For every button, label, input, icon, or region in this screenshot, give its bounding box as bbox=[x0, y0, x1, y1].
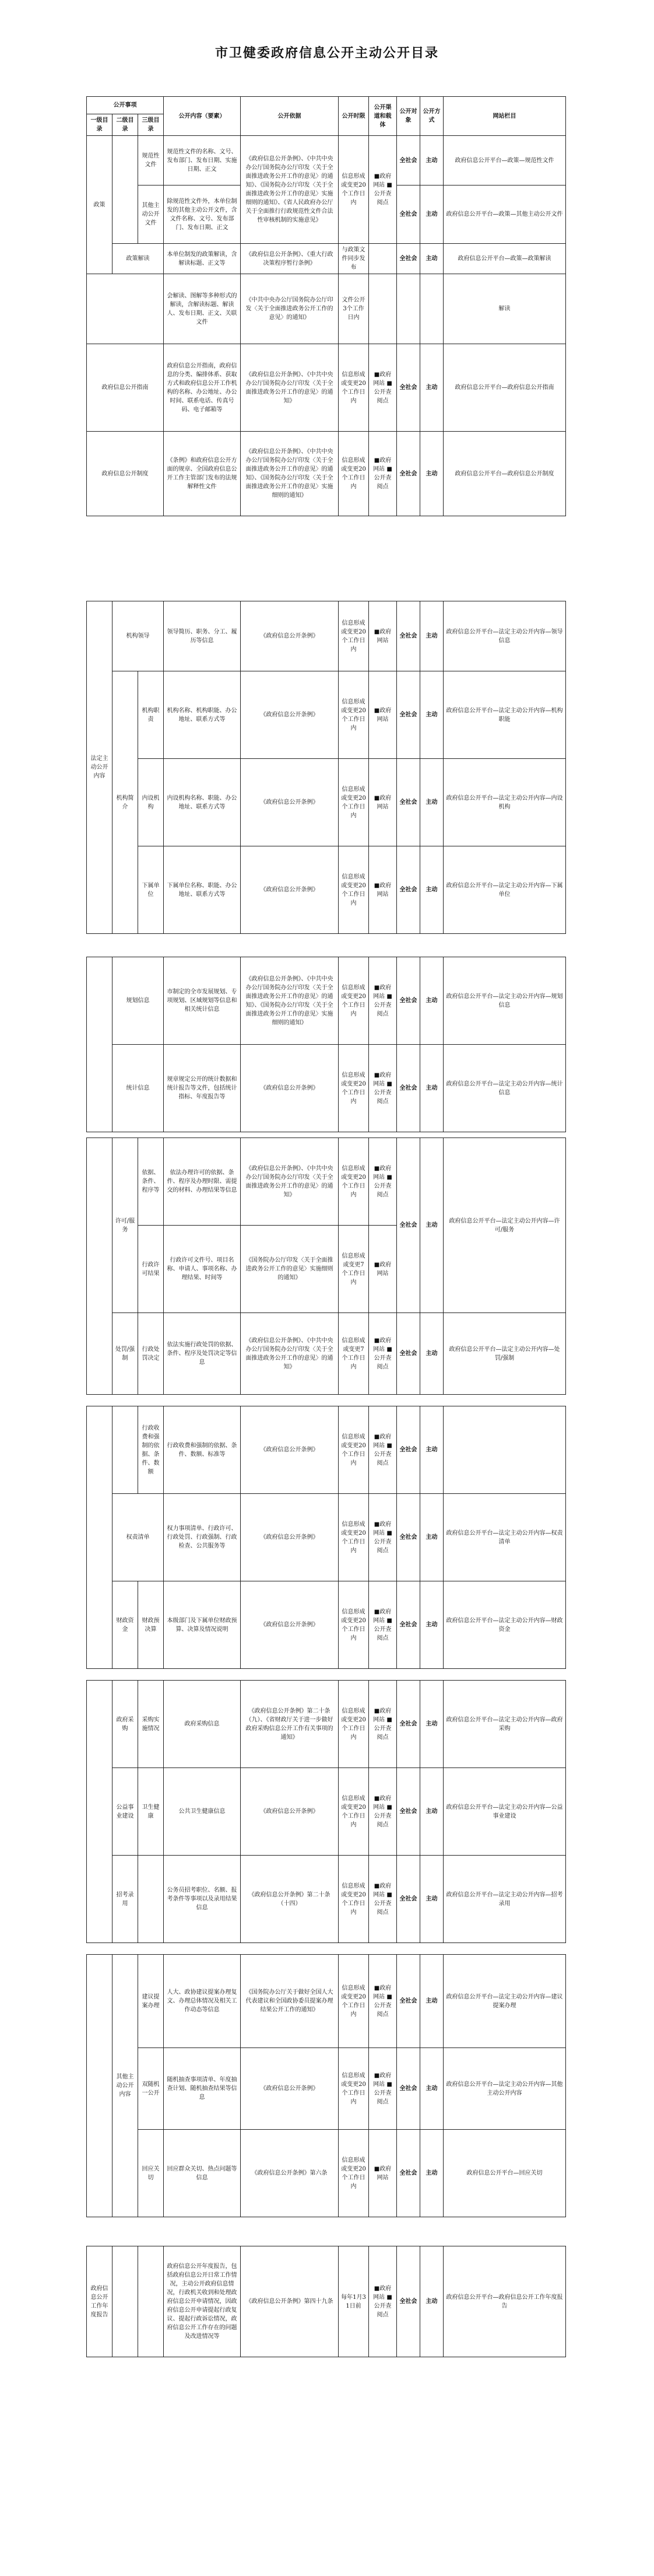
cell-level2: 统计信息 bbox=[112, 1045, 164, 1132]
cell-channel: ■政府网站 ■公开查阅点 bbox=[369, 1313, 397, 1395]
cell-content: 本级部门及下属单位财政预算、决算及情况说明 bbox=[164, 1581, 241, 1669]
cell-channel: ■政府网站 bbox=[369, 1226, 397, 1313]
cell-object: 全社会 bbox=[397, 671, 420, 759]
cell-level3: 其他主动公开文件 bbox=[138, 186, 164, 244]
cell-level2: 机构简介 bbox=[112, 671, 138, 934]
cell-note: 政府信息公开平台—法定主动公开内容—许可/服务 bbox=[444, 1138, 566, 1313]
cell-basis: 《政府信息公开条例》 bbox=[241, 1494, 339, 1581]
cell-basis: 《国务院办公厅印发〈关于全面推进政务公开工作的意见〉实施细则的通知》 bbox=[241, 1226, 339, 1313]
cell-basis: 《政府信息公开条例》 bbox=[241, 1581, 339, 1669]
cell-mode: 主动 bbox=[420, 846, 444, 934]
cell-mode: 主动 bbox=[420, 2130, 444, 2217]
cell-object: 全社会 bbox=[397, 957, 420, 1045]
catalog-table-section-6 bbox=[86, 1680, 566, 1943]
catalog-table-section-3 bbox=[86, 957, 566, 1132]
cell-basis: 《国务院办公厅关于做好全国人大代表建议和全国政协委员提案办理结果公开工作的通知》 bbox=[241, 1955, 339, 2048]
cell-mode: 主动 bbox=[420, 1856, 444, 1943]
cell-level3: 财政预决算 bbox=[138, 1581, 164, 1669]
cell-level1: 政府信息公开制度 bbox=[87, 432, 164, 516]
cell-channel: ■政府网站 ■公开查阅点 bbox=[369, 1955, 397, 2048]
cell-object: 全社会 bbox=[397, 601, 420, 671]
cell-time: 信息形成或变更20个工作日内 bbox=[339, 1406, 369, 1494]
cell-basis: 《政府信息公开条例》第四十九条 bbox=[241, 2246, 339, 2357]
cell-basis: 《政府信息公开条例》、《中共中央办公厅国务院办公厅印发〈关于全面推进政务公开工作的意见〉的通知》 bbox=[241, 1138, 339, 1226]
cell-content: 政府信息公开指南，政府信息的分类、编排体系、获取方式和政府信息公开工作机构的名称、办公地址、办公时间、联系电话、传真号码、电子邮箱等 bbox=[164, 344, 241, 432]
cell-content: 人大、政协建议提案办理复文、办理总体情况及相关工作动态等信息 bbox=[164, 1955, 241, 2048]
cell-basis: 《政府信息公开条例》第二十条（九）、《省财政厅关于进一步做好政府采购信息公开工作有关事项的通知》 bbox=[241, 1681, 339, 1768]
cell-level1: 政策 bbox=[87, 136, 112, 274]
cell-level1 bbox=[87, 1406, 112, 1669]
cell-time: 信息形成或变更7个工作日内 bbox=[339, 1226, 369, 1313]
cell-note: 政府信息公开平台—回应关切 bbox=[444, 2130, 566, 2217]
cell-basis: 《政府信息公开条例》 bbox=[241, 1406, 339, 1494]
cell-object: 全社会 bbox=[397, 1768, 420, 1856]
cell-basis: 《政府信息公开条例》、《重大行政决策程序暂行条例》 bbox=[241, 244, 339, 274]
cell-content: 《条例》和政府信息公开方面的规章、全国政府信息公开工作主管部门发布的法规解释性文件 bbox=[164, 432, 241, 516]
cell-content: 依法办理许可的依据、条件、程序及办理时限、需提交的材料、办理结果等信息 bbox=[164, 1138, 241, 1226]
cell-level3: 机构职责 bbox=[138, 671, 164, 759]
cell-level3: 双随机一公开 bbox=[138, 2048, 164, 2130]
cell-object: 全社会 bbox=[397, 136, 420, 186]
cell-channel: ■政府网站 bbox=[369, 759, 397, 846]
cell-time: 信息形成或变更7个工作日内 bbox=[339, 1313, 369, 1395]
cell-level2: 许可/服务 bbox=[112, 1138, 138, 1313]
cell-content: 市制定的全市发展规划、专项规划、区域规划等信息和相关统计信息 bbox=[164, 957, 241, 1045]
header-object: 公开对象 bbox=[397, 97, 420, 136]
cell-content: 随机抽查事项清单、年度抽查计划、随机抽查结果等信息 bbox=[164, 2048, 241, 2130]
header-mode: 公开方式 bbox=[420, 97, 444, 136]
cell-time: 信息形成或变更20个工作日内 bbox=[339, 136, 369, 244]
cell-level2: 处罚/强制 bbox=[112, 1313, 138, 1395]
cell-channel: ■政府网站 bbox=[369, 2130, 397, 2217]
cell-note: 政府信息公开平台—法定主动公开内容—权责清单 bbox=[444, 1494, 566, 1581]
cell-object: 全社会 bbox=[397, 759, 420, 846]
catalog-table-section-2 bbox=[86, 601, 566, 934]
cell-level3: 行政处罚决定 bbox=[138, 1313, 164, 1395]
cell-time: 与政策文件同步发布 bbox=[339, 244, 369, 274]
header-public-items: 公开事项 bbox=[87, 97, 164, 114]
cell-object: 全社会 bbox=[397, 2246, 420, 2357]
cell-time: 信息形成或变更20个工作日内 bbox=[339, 2130, 369, 2217]
cell-object: 全社会 bbox=[397, 1681, 420, 1768]
cell-mode: 主动 bbox=[420, 1138, 444, 1313]
cell-channel: ■政府网站 ■公开查阅点 bbox=[369, 1406, 397, 1494]
cell-basis: 《政府信息公开条例》、《中共中央办公厅国务院办公厅印发〈关于全面推进政务公开工作的意见〉的通知》、《国务院办公厅印发〈关于全面推进政务公开工作的意见〉实施细则的通知》、《省人民政府办公厅关于全面推行行政规范性文件合法性审核机制的实施意见》 bbox=[241, 136, 339, 244]
cell-level2 bbox=[112, 136, 138, 244]
cell-note: 政府信息公开平台—法定主动公开内容—处罚/强制 bbox=[444, 1313, 566, 1395]
cell-level2 bbox=[112, 2246, 138, 2357]
cell-level1 bbox=[87, 1955, 112, 2217]
cell-content: 本单位制发的政策解读，含解读标题、正文等 bbox=[164, 244, 241, 274]
cell-channel: ■政府网站 ■公开查阅点 bbox=[369, 136, 397, 244]
cell-mode: 主动 bbox=[420, 1494, 444, 1581]
cell-content: 行政收费和强制的依据、条件、数额、标准等 bbox=[164, 1406, 241, 1494]
cell-level2: 规划信息 bbox=[112, 957, 164, 1045]
cell-channel: ■政府网站 ■公开查阅点 bbox=[369, 344, 397, 432]
cell-basis: 《政府信息公开条例》、《中共中央办公厅国务院办公厅印发〈关于全面推进政务公开工作的意见〉的通知》 bbox=[241, 1313, 339, 1395]
cell-channel: ■政府网站 ■公开查阅点 bbox=[369, 1681, 397, 1768]
cell-mode: 主动 bbox=[420, 136, 444, 186]
cell-mode: 主动 bbox=[420, 671, 444, 759]
cell-basis: 《政府信息公开条例》第二十条（十四） bbox=[241, 1856, 339, 1943]
cell-level1: 法定主动公开内容 bbox=[87, 601, 112, 934]
cell-level3: 采购实施情况 bbox=[138, 1681, 164, 1768]
cell-basis: 《政府信息公开条例》 bbox=[241, 759, 339, 846]
cell-note: 政府信息公开平台—法定主动公开内容—规划信息 bbox=[444, 957, 566, 1045]
cell-level1 bbox=[87, 1681, 112, 1943]
cell-level2: 财政资金 bbox=[112, 1581, 138, 1669]
header-level2: 二级目录 bbox=[112, 114, 138, 136]
catalog-table-header bbox=[86, 96, 566, 516]
cell-level3: 下属单位 bbox=[138, 846, 164, 934]
cell-time: 信息形成或变更20个工作日内 bbox=[339, 1138, 369, 1226]
cell-mode: 主动 bbox=[420, 957, 444, 1045]
cell-level1 bbox=[87, 1138, 112, 1395]
cell-level1: 政府信息公开工作年度报告 bbox=[87, 2246, 112, 2357]
catalog-table-section-4 bbox=[86, 1138, 566, 1395]
cell-level3 bbox=[138, 1856, 164, 1943]
cell-mode: 主动 bbox=[420, 1045, 444, 1132]
cell-time: 信息形成或变更20个工作日内 bbox=[339, 846, 369, 934]
cell-note: 政府信息公开平台—法定主动公开内容—机构职能 bbox=[444, 671, 566, 759]
cell-channel: ■政府网站 ■公开查阅点 bbox=[369, 957, 397, 1045]
cell-object: 全社会 bbox=[397, 2048, 420, 2130]
cell-basis: 《政府信息公开条例》第六条 bbox=[241, 2130, 339, 2217]
cell-basis: 《政府信息公开条例》 bbox=[241, 1045, 339, 1132]
cell-object bbox=[397, 274, 420, 344]
cell-time: 信息形成或变更20个工作日内 bbox=[339, 432, 369, 516]
cell-mode: 主动 bbox=[420, 759, 444, 846]
cell-channel: ■政府网站 ■公开查阅点 bbox=[369, 2048, 397, 2130]
cell-content: 政府信息公开年度报告，包括政府信息公开日常工作情况，主动公开政府信息情况，行政机关收到和处理政府信息公开申请情况，因政府信息公开申请提起行政复议、提起行政诉讼情况，政府信息公开工作存在的问题及改进情况等 bbox=[164, 2246, 241, 2357]
cell-object: 全社会 bbox=[397, 1138, 420, 1313]
catalog-table-section-7 bbox=[86, 1954, 566, 2217]
cell-mode: 主动 bbox=[420, 1681, 444, 1768]
cell-channel: ■政府网站 ■公开查阅点 bbox=[369, 1768, 397, 1856]
cell-mode: 主动 bbox=[420, 1955, 444, 2048]
cell-level3: 卫生健康 bbox=[138, 1768, 164, 1856]
cell-content: 机构名称、机构职能、办公地址、联系方式等 bbox=[164, 671, 241, 759]
cell-content: 领导简历、职务、分工、履历等信息 bbox=[164, 601, 241, 671]
cell-basis: 《政府信息公开条例》、《中共中央办公厅国务院办公厅印发〈关于全面推进政务公开工作的意见〉的通知》 bbox=[241, 344, 339, 432]
cell-channel: ■政府网站 ■公开查阅点 bbox=[369, 1856, 397, 1943]
cell-content: 行政许可文件号、项目名称、申请人、事项名称、办理结果、时间等 bbox=[164, 1226, 241, 1313]
cell-object: 全社会 bbox=[397, 1581, 420, 1669]
cell-content: 内设机构名称、职能、办公地址、联系方式等 bbox=[164, 759, 241, 846]
cell-basis: 《中共中央办公厅国务院办公厅印发〈关于全面推进政务公开工作的意见〉的通知》 bbox=[241, 274, 339, 344]
cell-note: 政府信息公开平台—法定主动公开内容—公益事业建设 bbox=[444, 1768, 566, 1856]
cell-content: 依法实施行政处罚的依据、条件、程序及处罚决定等信息 bbox=[164, 1313, 241, 1395]
cell-channel: ■政府网站 ■公开查阅点 bbox=[369, 1138, 397, 1226]
cell-level3: 行政收费和强制的依据、条件、数额 bbox=[138, 1406, 164, 1494]
cell-object: 全社会 bbox=[397, 244, 420, 274]
cell-note: 政府信息公开平台—政策—其他主动公开文件 bbox=[444, 186, 566, 244]
cell-time: 信息形成或变更20个工作日内 bbox=[339, 759, 369, 846]
cell-level2: 其他主动公开内容 bbox=[112, 1955, 138, 2217]
cell-time: 信息形成或变更20个工作日内 bbox=[339, 2048, 369, 2130]
header-basis: 公开依据 bbox=[241, 97, 339, 136]
header-note: 网站栏目 bbox=[444, 97, 566, 136]
cell-content: 除规范性文件外，本单位制发的其他主动公开文件，含文件名称、文号、发布部门、发布日期、正文 bbox=[164, 186, 241, 244]
cell-note: 政府信息公开平台—法定主动公开内容—财政资金 bbox=[444, 1581, 566, 1669]
cell-note bbox=[444, 1406, 566, 1494]
cell-note: 政府信息公开平台—法定主动公开内容—其他主动公开内容 bbox=[444, 2048, 566, 2130]
cell-time: 信息形成或变更20个工作日内 bbox=[339, 1955, 369, 2048]
cell-object: 全社会 bbox=[397, 2130, 420, 2217]
cell-note: 政府信息公开平台—法定主动公开内容—政府采购 bbox=[444, 1681, 566, 1768]
cell-channel: ■政府网站 bbox=[369, 601, 397, 671]
cell-level2 bbox=[112, 1406, 138, 1494]
cell-time: 信息形成或变更20个工作日内 bbox=[339, 671, 369, 759]
cell-content: 下属单位名称、职能、办公地址、联系方式等 bbox=[164, 846, 241, 934]
cell-mode: 主动 bbox=[420, 1406, 444, 1494]
header-content: 公开内容（要素） bbox=[164, 97, 241, 136]
cell-object: 全社会 bbox=[397, 846, 420, 934]
cell-content: 会解读、图解等多种形式的解读，含解读标题、解读人、发布日期、正文、关联文件 bbox=[164, 274, 241, 344]
cell-time: 信息形成或变更20个工作日内 bbox=[339, 1768, 369, 1856]
cell-mode: 主动 bbox=[420, 1581, 444, 1669]
cell-time: 信息形成或变更20个工作日内 bbox=[339, 1045, 369, 1132]
catalog-table-section-5 bbox=[86, 1406, 566, 1669]
cell-level3: 行政许可结果 bbox=[138, 1226, 164, 1313]
cell-channel: ■政府网站 ■公开查阅点 bbox=[369, 1581, 397, 1669]
cell-level3: 内设机构 bbox=[138, 759, 164, 846]
cell-channel bbox=[369, 244, 397, 274]
cell-level3: 建议提案办理 bbox=[138, 1955, 164, 2048]
cell-basis: 《政府信息公开条例》、《中共中央办公厅国务院办公厅印发〈关于全面推进政务公开工作的意见〉的通知》、《国务院办公厅印发〈关于全面推进政务公开工作的意见〉实施细则的通知》 bbox=[241, 957, 339, 1045]
cell-note: 政府信息公开平台—法定主动公开内容—下属单位 bbox=[444, 846, 566, 934]
cell-note: 政府信息公开平台—法定主动公开内容—领导信息 bbox=[444, 601, 566, 671]
cell-channel: ■政府网站 ■公开查阅点 bbox=[369, 432, 397, 516]
cell-time: 信息形成或变更20个工作日内 bbox=[339, 1581, 369, 1669]
cell-channel: ■政府网站 ■公开查阅点 bbox=[369, 1045, 397, 1132]
cell-level3: 依据、条件、程序等 bbox=[138, 1138, 164, 1226]
cell-note: 政府信息公开平台—法定主动公开内容—内设机构 bbox=[444, 759, 566, 846]
cell-mode: 主动 bbox=[420, 2246, 444, 2357]
cell-object: 全社会 bbox=[397, 1313, 420, 1395]
cell-time: 信息形成或变更20个工作日内 bbox=[339, 601, 369, 671]
cell-time: 信息形成或变更20个工作日内 bbox=[339, 957, 369, 1045]
header-channel: 公开渠道和载体 bbox=[369, 97, 397, 136]
cell-basis: 《政府信息公开条例》 bbox=[241, 601, 339, 671]
cell-note: 政府信息公开平台—法定主动公开内容—招考录用 bbox=[444, 1856, 566, 1943]
cell-basis: 《政府信息公开条例》、《中共中央办公厅国务院办公厅印发〈关于全面推进政务公开工作的意见〉的通知》、《国务院办公厅印发〈关于全面推进政务公开工作的意见〉实施细则的通知》 bbox=[241, 432, 339, 516]
cell-object: 全社会 bbox=[397, 1045, 420, 1132]
cell-note: 政府信息公开平台—法定主动公开内容—建议提案办理 bbox=[444, 1955, 566, 2048]
cell-mode: 主动 bbox=[420, 2048, 444, 2130]
cell-mode: 主动 bbox=[420, 186, 444, 244]
cell-note: 政府信息公开平台—政府信息公开指南 bbox=[444, 344, 566, 432]
header-level1: 一级目录 bbox=[87, 114, 112, 136]
cell-note: 政府信息公开平台—政策—规范性文件 bbox=[444, 136, 566, 186]
cell-channel: ■政府网站 bbox=[369, 671, 397, 759]
cell-mode: 主动 bbox=[420, 244, 444, 274]
cell-time: 信息形成或变更20个工作日内 bbox=[339, 1856, 369, 1943]
cell-level2: 招考录用 bbox=[112, 1856, 138, 1943]
cell-mode: 主动 bbox=[420, 1313, 444, 1395]
cell-time: 文件公开3个工作日内 bbox=[339, 274, 369, 344]
cell-mode: 主动 bbox=[420, 344, 444, 432]
cell-content: 公共卫生健康信息 bbox=[164, 1768, 241, 1856]
cell-note: 解读 bbox=[444, 274, 566, 344]
cell-mode: 主动 bbox=[420, 1768, 444, 1856]
cell-time: 信息形成或变更20个工作日内 bbox=[339, 1494, 369, 1581]
cell-time: 信息形成或变更20个工作日内 bbox=[339, 1681, 369, 1768]
cell-basis: 《政府信息公开条例》 bbox=[241, 846, 339, 934]
cell-basis: 《政府信息公开条例》 bbox=[241, 1768, 339, 1856]
cell-object: 全社会 bbox=[397, 1406, 420, 1494]
cell-time: 信息形成或变更20个工作日内 bbox=[339, 344, 369, 432]
cell-content: 权力事项清单、行政许可、行政处罚、行政强制、行政检查、公共服务等 bbox=[164, 1494, 241, 1581]
cell-object: 全社会 bbox=[397, 344, 420, 432]
cell-level2: 政府采购 bbox=[112, 1681, 138, 1768]
cell-time: 每年1月31日前 bbox=[339, 2246, 369, 2357]
cell-level3: 规范性文件 bbox=[138, 136, 164, 186]
cell-basis: 《政府信息公开条例》 bbox=[241, 671, 339, 759]
cell-object: 全社会 bbox=[397, 432, 420, 516]
cell-content: 规范性文件的名称、文号、发布部门、发布日期、实施日期、正文 bbox=[164, 136, 241, 186]
cell-note: 政府信息公开平台—政策—政策解读 bbox=[444, 244, 566, 274]
cell-mode bbox=[420, 274, 444, 344]
cell-level2: 权责清单 bbox=[112, 1494, 164, 1581]
cell-note: 政府信息公开平台—政府信息公开工作年度报告 bbox=[444, 2246, 566, 2357]
header-time: 公开时限 bbox=[339, 97, 369, 136]
cell-channel: ■政府网站 bbox=[369, 846, 397, 934]
cell-note: 政府信息公开平台—法定主动公开内容—统计信息 bbox=[444, 1045, 566, 1132]
cell-basis: 《政府信息公开条例》 bbox=[241, 2048, 339, 2130]
header-level3: 三级目录 bbox=[138, 114, 164, 136]
cell-mode: 主动 bbox=[420, 601, 444, 671]
cell-channel: ■政府网站 ■公开查阅点 bbox=[369, 1494, 397, 1581]
cell-object: 全社会 bbox=[397, 1494, 420, 1581]
cell-content: 公务员招考职位、名额、报考条件等事项以及录用结果信息 bbox=[164, 1856, 241, 1943]
cell-content: 政府采购信息 bbox=[164, 1681, 241, 1768]
cell-object: 全社会 bbox=[397, 1856, 420, 1943]
cell-object: 全社会 bbox=[397, 1955, 420, 2048]
cell-level2: 政策解读 bbox=[112, 244, 164, 274]
cell-object: 全社会 bbox=[397, 186, 420, 244]
cell-level1 bbox=[87, 274, 164, 344]
catalog-table-section-8 bbox=[86, 2246, 566, 2357]
cell-mode: 主动 bbox=[420, 432, 444, 516]
cell-level2: 机构领导 bbox=[112, 601, 164, 671]
cell-content: 回应群众关切、热点问题等信息 bbox=[164, 2130, 241, 2217]
cell-level1: 政府信息公开指南 bbox=[87, 344, 164, 432]
cell-level3: 回应关切 bbox=[138, 2130, 164, 2217]
cell-level2: 公益事业建设 bbox=[112, 1768, 138, 1856]
cell-level3 bbox=[138, 2246, 164, 2357]
page-title: 市卫健委政府信息公开主动公开目录 bbox=[215, 46, 439, 61]
cell-note: 政府信息公开平台—政府信息公开制度 bbox=[444, 432, 566, 516]
cell-channel: ■政府网站 ■公开查阅点 bbox=[369, 2246, 397, 2357]
cell-level1 bbox=[87, 957, 112, 1132]
cell-channel bbox=[369, 274, 397, 344]
cell-content: 规章规定公开的统计数据和统计报告等文件，包括统计指标、年度报告等 bbox=[164, 1045, 241, 1132]
